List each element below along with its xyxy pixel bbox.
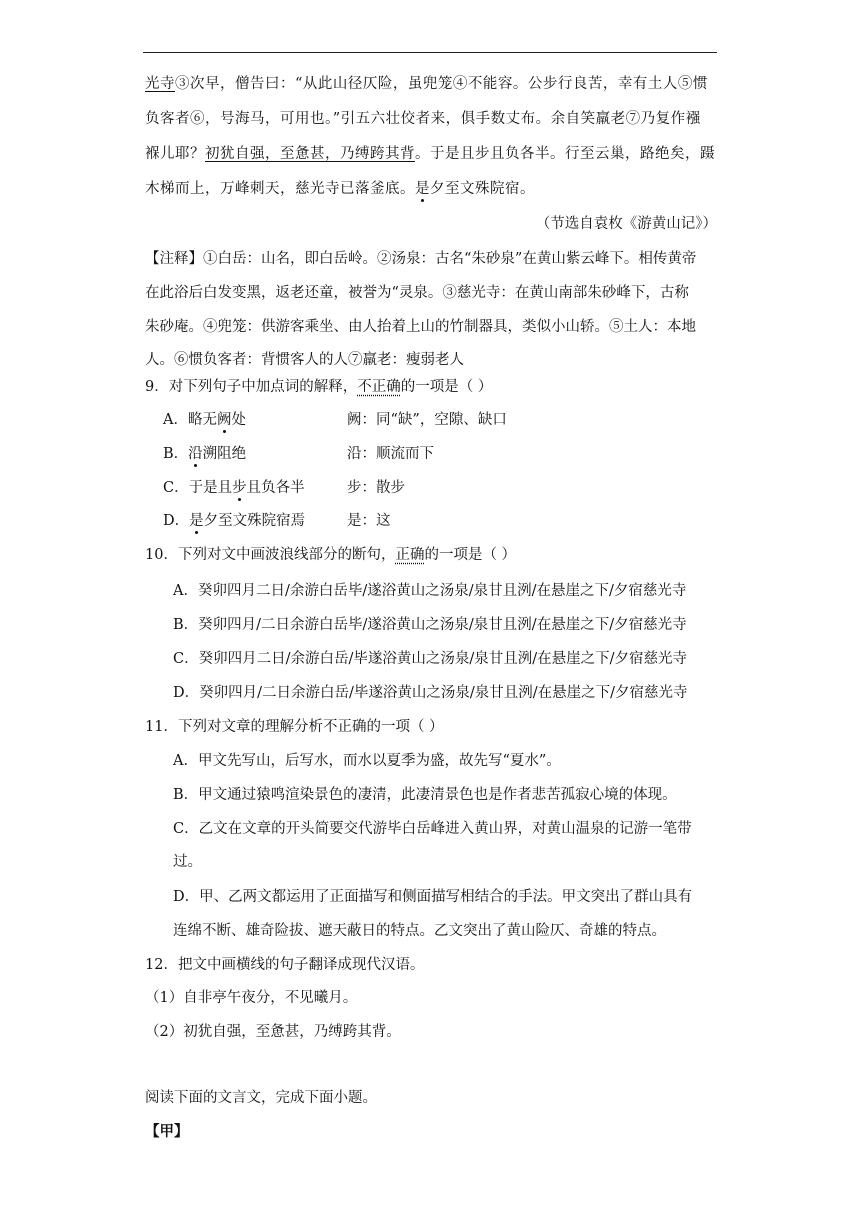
passage-source: （节选自袁枚《游黄山记》） <box>535 216 717 232</box>
option-9d-explanation: 是：这 <box>347 513 391 529</box>
question-12-sentence-2: （2）初犹自强，至惫甚，乃缚跨其背。 <box>145 1024 401 1040</box>
passage-line <box>145 144 715 164</box>
question-12-stem: 12．把文中画横线的句子翻译成现代汉语。 <box>145 957 425 973</box>
option-text: 夕至文殊院宿焉 <box>203 513 306 529</box>
option-11a: A．甲文先写山，后写水，而水以夏季为盛，故先写“夏水”。 <box>173 753 561 769</box>
dotted-emphasis: 不正确 <box>357 379 401 395</box>
passage-text: ③次早，僧告曰：“从此山径仄险，虽兜笼④不能容。公步行良苦，幸有土人⑤惯 <box>175 76 708 92</box>
option-text: B． <box>163 446 189 462</box>
header-rule <box>143 52 717 53</box>
note-line: 【注释】①白岳：山名，即白岳岭。②汤泉：古名“朱砂泉”在黄山紫云峰下。相传黄帝 <box>145 251 697 267</box>
stem-text: 的一项是（ ） <box>424 547 517 563</box>
stem-text: 10．下列对文中画波浪线部分的断句， <box>145 547 396 563</box>
dotted-word: 是 <box>189 513 204 529</box>
option-9b-explanation: 沿：顺流而下 <box>347 446 434 462</box>
passage-line <box>145 179 535 199</box>
passage-line <box>145 74 708 94</box>
question-9-stem <box>145 377 492 397</box>
option-9d <box>163 511 305 531</box>
option-10a: A．癸卯四月二日/余游白岳毕/遂浴黄山之汤泉/泉甘且洌/在悬崖之下/夕宿慈光寺 <box>173 583 687 599</box>
dotted-word: 阙 <box>216 412 232 428</box>
option-9a <box>163 410 246 430</box>
option-text: 溯阻绝 <box>202 446 247 462</box>
dotted-word: 沿 <box>188 446 203 462</box>
passage-text: 。于是且步且负各半。行至云巢，路绝矣，蹑 <box>415 146 715 162</box>
stem-text: 9．对下列句子中加点词的解释， <box>145 379 358 395</box>
note-line: 人。⑥惯负客者：背惯客人的人⑦羸老：瘦弱老人 <box>145 352 464 368</box>
passage-text: 负客者⑥，号海马，可用也。”引五六壮佼者来，俱手数丈布。余自笑羸老⑦乃复作襁 <box>145 111 701 127</box>
option-text: A．略无 <box>163 412 217 428</box>
option-10d: D．癸卯四月/二日余游白岳/毕遂浴黄山之汤泉/泉甘且洌/在悬崖之下/夕宿慈光寺 <box>173 685 688 701</box>
option-10c: C．癸卯四月二日/余游白岳/毕遂浴黄山之汤泉/泉甘且洌/在悬崖之下/夕宿慈光寺 <box>173 651 688 667</box>
underlined-sentence: 初犹自强，至惫甚，乃缚跨其背 <box>205 146 415 162</box>
dotted-word: 步 <box>232 480 247 496</box>
reading-instruction: 阅读下面的文言文，完成下面小题。 <box>145 1090 377 1106</box>
passage-text: 木梯而上，万峰刺天，慈光寺已落釜底。 <box>145 181 415 197</box>
section-label: 【甲】 <box>145 1123 189 1140</box>
option-text: 处 <box>231 412 246 428</box>
option-11b: B．甲文通过猿鸣渲染景色的凄清，此凄清景色也是作者悲苦孤寂心境的体现。 <box>173 787 677 803</box>
passage-text: 夕至文殊院宿。 <box>430 181 535 197</box>
option-11c: C．乙文在文章的开头简要交代游毕白岳峰进入黄山界，对黄山温泉的记游一笔带 <box>173 821 692 837</box>
option-text: D． <box>163 513 190 529</box>
stem-text: 的一项是（ ） <box>400 379 493 395</box>
option-11c-cont: 过。 <box>173 854 202 870</box>
question-12-sentence-1: （1）自非亭午夜分，不见曦月。 <box>145 990 358 1006</box>
note-line: 在此浴后白发变黑，返老还童，被誉为“灵泉。③慈光寺：在黄山南部朱砂峰下，古称 <box>145 285 689 301</box>
wavy-underlined-text: 光寺 <box>145 76 175 92</box>
option-9c-explanation: 步：散步 <box>347 480 405 496</box>
note-line: 朱砂庵。④兜笼：供游客乘坐、由人抬着上山的竹制器具，类似小山轿。⑤土人：本地 <box>145 319 696 335</box>
option-text: C．于是且 <box>163 480 233 496</box>
dotted-emphasis: 正确 <box>395 547 425 563</box>
option-10b: B．癸卯四月/二日余游白岳毕/遂浴黄山之汤泉/泉甘且洌/在悬崖之下/夕宿慈光寺 <box>173 617 687 633</box>
option-9b <box>163 444 246 464</box>
option-11d-cont: 连绵不断、雄奇险拔、遮天蔽日的特点。乙文突出了黄山险仄、奇雄的特点。 <box>173 923 666 939</box>
question-11-stem: 11．下列对文章的理解分析不正确的一项（ ） <box>145 719 444 735</box>
option-text: 且负各半 <box>246 480 305 496</box>
option-9a-explanation: 阙：同“缺”，空隙、缺口 <box>347 412 507 428</box>
passage-text: 褓儿耶？ <box>145 146 205 162</box>
question-10-stem <box>145 545 516 565</box>
option-11d: D．甲、乙两文都运用了正面描写和侧面描写相结合的手法。甲文突出了群山具有 <box>173 889 693 905</box>
passage-line <box>145 109 701 129</box>
dotted-word: 是 <box>415 181 430 197</box>
option-9c <box>163 478 305 498</box>
